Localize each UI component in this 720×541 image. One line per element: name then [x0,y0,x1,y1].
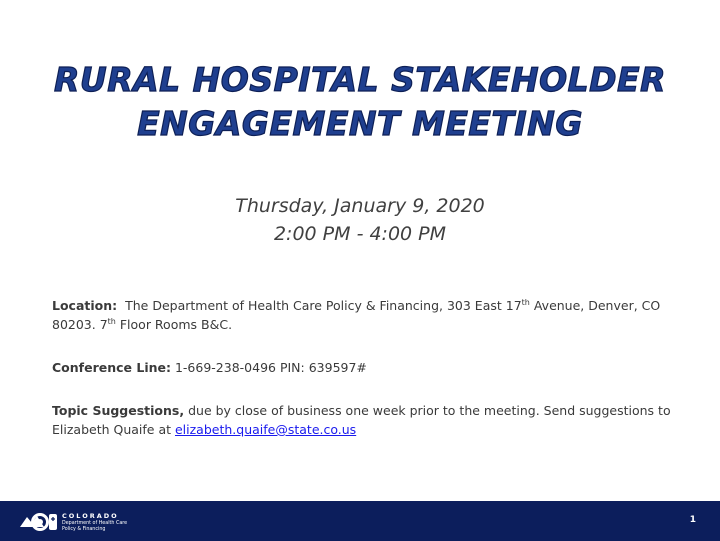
email-link[interactable]: elizabeth.quaife@state.co.us [174,422,357,437]
title-line-1: RURAL HOSPITAL STAKEHOLDER [54,60,666,99]
topics-label: Topic Suggestions, [52,403,185,418]
logo-dept-line-2: Policy & Financing [62,527,106,532]
location-paragraph [52,296,672,334]
meeting-details [52,296,672,463]
location-label: Location: [52,298,118,313]
logo-dept-line-1: Department of Health Care [62,521,128,526]
meeting-date: Thursday, January 9, 2020 [235,195,485,217]
location-text-2: Avenue, Denver, CO 80203. 7 [52,298,661,332]
location-sup-2: th [107,317,116,326]
meeting-time: 2:00 PM - 4:00 PM [273,223,447,245]
location-text-3: Floor Rooms B&C. [115,317,233,332]
logo-state: COLORADO [62,512,119,520]
slide-title [0,58,720,146]
footer-bar [0,501,720,541]
colorado-logo-icon [18,511,58,533]
location-sup-1: th [521,298,530,307]
conference-number: 1-669-238-0496 PIN: 639597# [174,360,367,375]
topics-paragraph [52,401,672,439]
page-number: 1 [689,515,696,525]
conference-label: Conference Line: [52,360,171,375]
logo-text [62,512,127,533]
location-text-1: The Department of Health Care Policy & Financing, 303 East 17 [125,298,522,313]
title-line-2: ENGAGEMENT MEETING [137,104,583,143]
conference-paragraph [52,358,672,377]
topics-text: due by close of business one week prior to the meeting. Send suggestions to Elizabeth Quaife at [52,403,671,437]
hcpf-logo [18,509,138,535]
meeting-datetime [0,192,720,248]
